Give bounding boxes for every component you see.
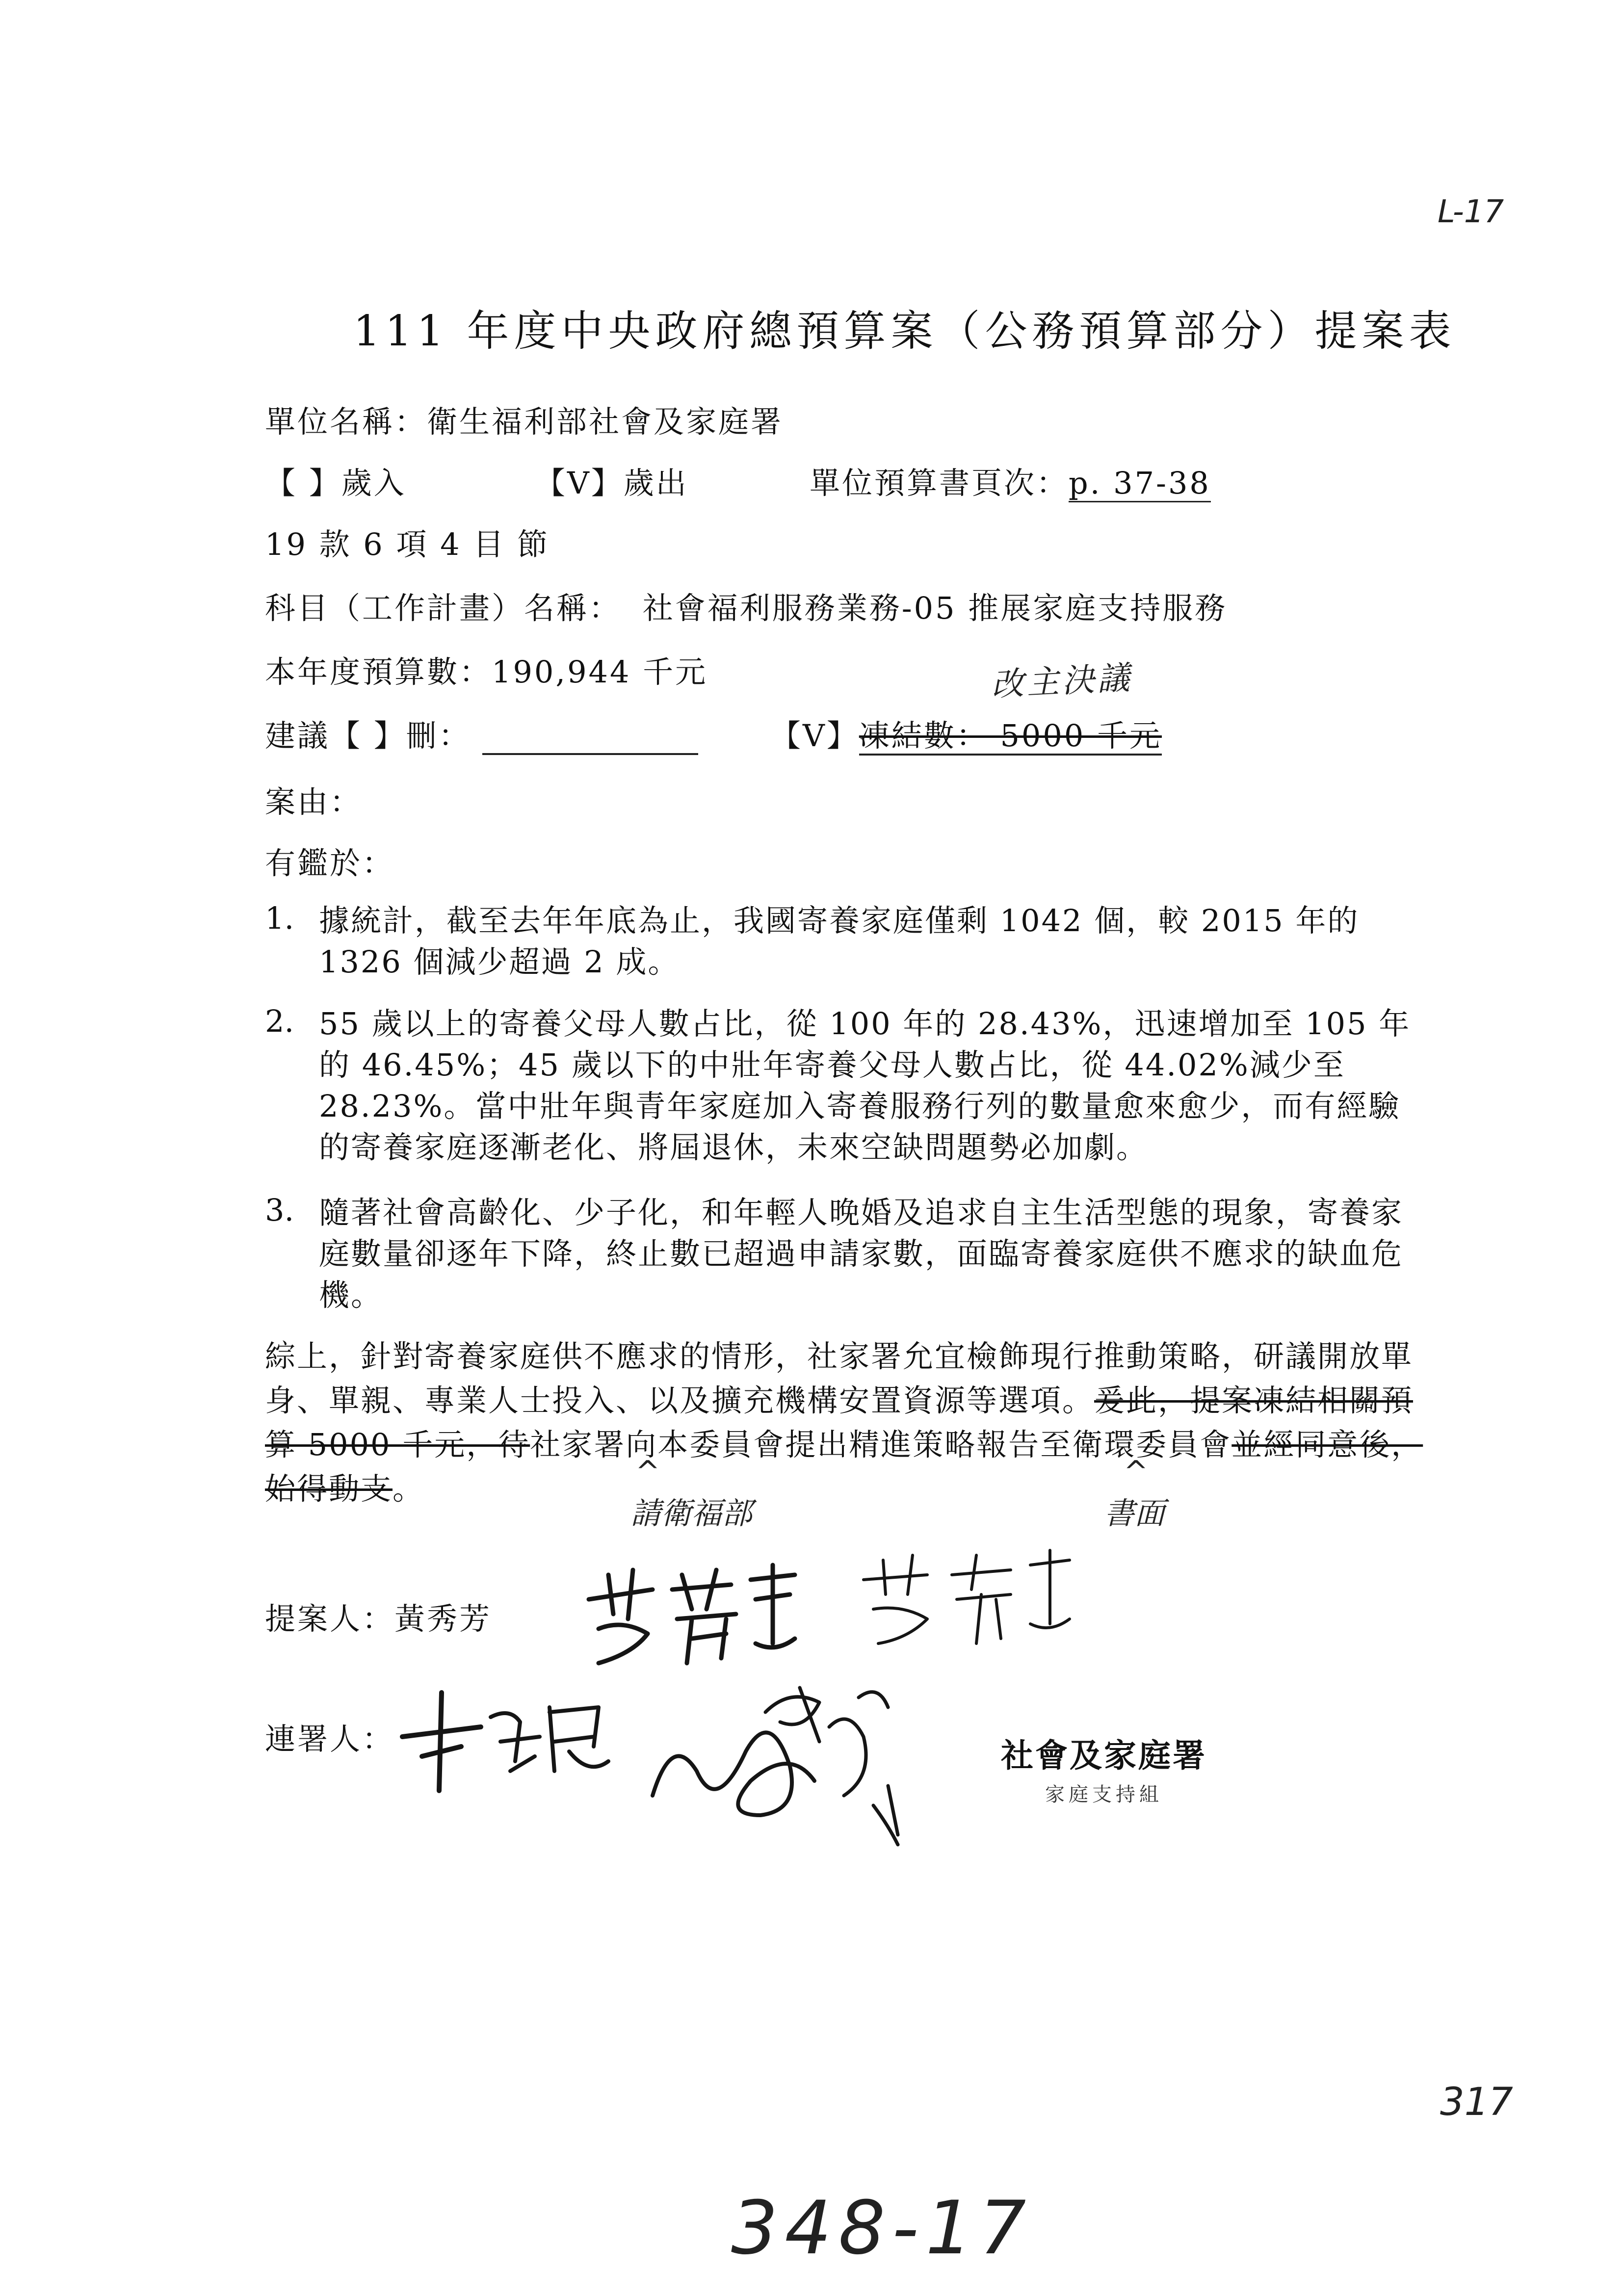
freeze-check: 【V】 <box>770 718 859 754</box>
reason-label: 案由： <box>265 784 363 820</box>
unit-row <box>265 397 783 441</box>
page-number-large: 348-17 <box>731 2186 1033 2271</box>
expense-checkbox <box>535 459 688 502</box>
conclusion <box>265 1334 1433 1511</box>
handwritten-note-budget: 改主決議 <box>990 658 1134 704</box>
unit-label: 單位名稱： <box>265 404 427 440</box>
proposer-row <box>265 1594 492 1638</box>
page-number-small: 317 <box>1440 2080 1513 2124</box>
budget-amount: 190,944 千元 <box>492 654 708 690</box>
proposer-signature-2 <box>854 1536 1079 1653</box>
revenue-check: 【 】 <box>265 465 341 501</box>
insert-note-1: 請衛福部 <box>630 1495 753 1531</box>
item-1-text: 據統計，截至去年年底為止，我國寄養家庭僅剩 1042 個，較 2015 年的 1326 個減少超過 2 成。 <box>319 903 1360 980</box>
proposer-signature-1 <box>579 1545 805 1673</box>
whereas-label: 有鑑於： <box>265 845 395 881</box>
conclusion-end: 。 <box>393 1471 425 1507</box>
revenue-label: 歲入 <box>341 465 406 501</box>
classification: 19 款 6 項 4 目 節 <box>265 526 550 562</box>
subject-name: 社會福利服務業務-05 推展家庭支持服務 <box>642 590 1228 626</box>
corner-mark: L-17 <box>1438 194 1504 230</box>
suggest-label: 建議【 】刪： <box>265 718 471 754</box>
expense-check: 【V】 <box>535 465 624 501</box>
conclusion-part2: 社家署向本委員會提出精進策略 <box>530 1427 977 1462</box>
expense-label: 歲出 <box>623 465 688 501</box>
page-ref-value: p. 37-38 <box>1069 465 1211 502</box>
subject-row <box>265 584 1227 627</box>
revenue-checkbox <box>265 459 406 502</box>
cosigner-signature-2 <box>643 1668 917 1854</box>
cosigner-signature-1 <box>393 1678 618 1796</box>
page-ref-label: 單位預算書頁次： <box>810 465 1069 501</box>
item-2-number: 2. <box>265 1003 294 1039</box>
item-3-number: 3. <box>265 1192 294 1228</box>
conclusion-part1: 綜上，針對寄養家庭供不應求的情形，社家署允宜檢飾現行推動策略，研議開放單身、單親、專業人士投入、以及擴充機構安置資源等選項。 <box>265 1338 1414 1418</box>
subject-label: 科目（工作計畫）名稱： <box>265 590 622 626</box>
department-stamp <box>1001 1729 1207 1807</box>
proposer-label: 提案人： <box>265 1601 395 1637</box>
page-ref <box>810 459 1211 502</box>
item-3-text: 隨著社會高齡化、少子化，和年輕人晚婚及追求自主生活型態的現象，寄養家庭數量卻逐年下降，終止數已超過申請家數，面臨寄養家庭供不應求的缺血危機。 <box>319 1195 1404 1313</box>
freeze-text: 凍結數： 5000 千元 <box>859 718 1162 756</box>
freeze-row <box>770 711 1162 755</box>
item-1-number: 1. <box>265 900 294 936</box>
insert-caret-1: ^ <box>635 1455 660 1489</box>
conclusion-part3: 報告至衛環委員會 <box>976 1427 1232 1462</box>
item-2-text: 55 歲以上的寄養父母人數占比，從 100 年的 28.43%，迅速增加至 105 年的 46.45%；45 歲以下的中壯年寄養父母人數占比，從 44.02%減少至 28.23%。當中壯年與青年家庭加入寄養服務行列的數量愈來愈少，而有經驗的寄養家庭逐漸老化、將屆退休，未來空缺問題勢必加劇。 <box>319 1006 1411 1165</box>
insert-caret-2: ^ <box>1124 1455 1149 1489</box>
cosigner-label: 連署人： <box>265 1721 395 1757</box>
conclusion-struck2: 並經同意後，始得動支 <box>265 1427 1423 1507</box>
delete-amount-blank <box>482 724 698 755</box>
unit-name: 衛生福利部社會及家庭署 <box>427 404 784 440</box>
conclusion-struck1: 爰此，提案凍結相關預算 5000 千元，待 <box>265 1383 1414 1462</box>
suggest-row <box>265 711 698 755</box>
budget-row <box>265 648 707 691</box>
proposer-name: 黃秀芳 <box>394 1601 492 1637</box>
budget-label: 本年度預算數： <box>265 654 492 690</box>
stamp-line-2: 家庭支持組 <box>1045 1783 1163 1806</box>
insert-note-2: 書面 <box>1104 1495 1165 1531</box>
page-title: 111 年度中央政府總預算案（公務預算部分）提案表 <box>353 307 1456 356</box>
stamp-line-1: 社會及家庭署 <box>1001 1737 1207 1774</box>
